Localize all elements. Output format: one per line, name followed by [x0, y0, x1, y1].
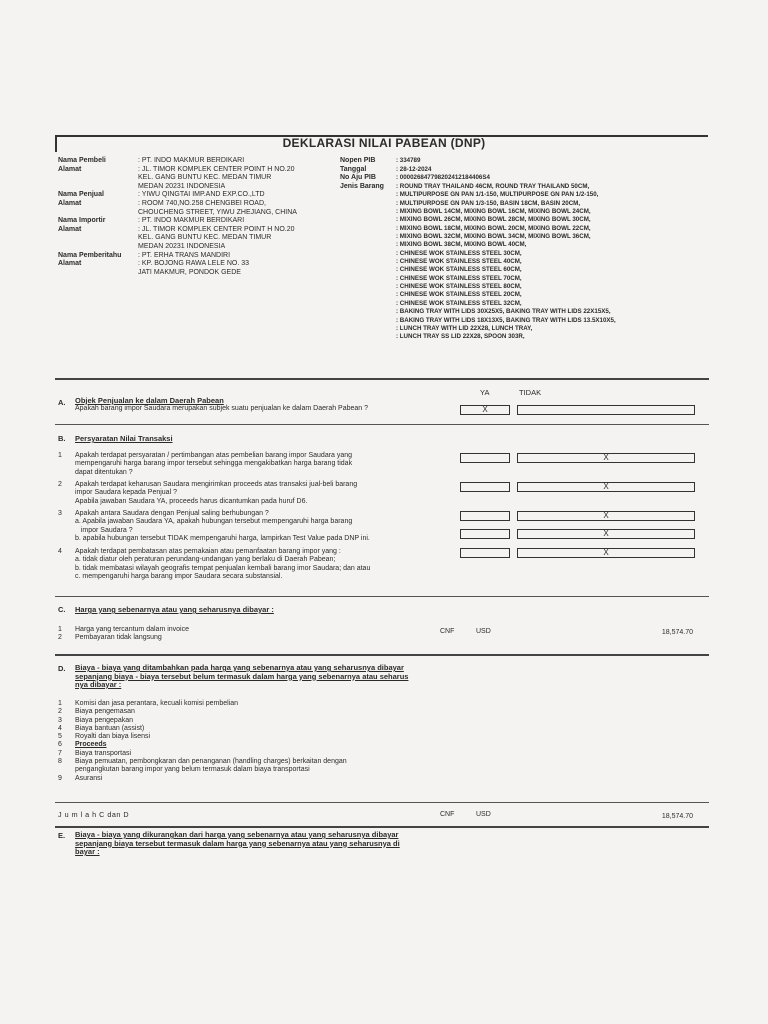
- party-label: [58, 183, 121, 192]
- section-c-amount: 18,574.70: [661, 629, 693, 636]
- b3-ya-checkbox[interactable]: [460, 511, 510, 521]
- parties-values: [138, 157, 297, 277]
- goods-line: : CHINESE WOK STAINLESS STEEL 70CM,: [396, 274, 522, 282]
- section-c-letter: C.: [58, 605, 66, 614]
- item-number: 6: [58, 741, 62, 749]
- item-line: b. apabila hubungan tersebut TIDAK mempengaruhi harga, lampirkan Test Value pada DNP ini.: [75, 534, 370, 542]
- goods-line: : BAKING TRAY WITH LIDS 30X25X5, BAKING TRAY WITH LIDS 22X15X5,: [396, 308, 611, 316]
- section-a-question: Apakah barang impor Saudara merupakan subjek suatu penjualan ke dalam Daerah Pabean ?: [75, 405, 369, 412]
- title-line: bayar :: [75, 847, 100, 856]
- total-currency: USD: [476, 811, 491, 818]
- item-text: Proceeds: [75, 741, 107, 749]
- b1-ya-checkbox[interactable]: [460, 453, 510, 463]
- party-label: Alamat: [58, 165, 82, 173]
- b2-ya-checkbox[interactable]: [460, 482, 510, 492]
- party-value: MEDAN 20231 INDONESIA: [138, 242, 226, 250]
- total-term: CNF: [440, 811, 455, 818]
- item-text: Biaya transportasi: [75, 749, 132, 757]
- item-text: [75, 481, 357, 506]
- party-value: : YIWU QINGTAI IMP.AND EXP.CO.,LTD: [138, 191, 265, 199]
- section-d-item: [58, 750, 347, 758]
- title-line: Biaya - biaya yang ditambahkan pada harga yang sebenarnya atau yang seharusnya dibayar: [75, 663, 404, 672]
- section-d-item: [58, 725, 347, 733]
- item-number: 3: [58, 510, 62, 517]
- section-c-term: CNF: [440, 628, 455, 635]
- party-value: JATI MAKMUR, PONDOK GEDE: [138, 268, 241, 276]
- goods-line: : LUNCH TRAY WITH LID 22X28, LUNCH TRAY,: [396, 324, 533, 332]
- item-number: 2: [58, 481, 62, 488]
- item-text: Biaya pengepakan: [75, 716, 133, 724]
- item-number: 7: [58, 749, 62, 757]
- item-text: [75, 548, 370, 581]
- b4-ya-checkbox[interactable]: [460, 548, 510, 558]
- item-number: 1: [58, 700, 62, 707]
- section-d-item: [58, 741, 347, 749]
- section-d-item: [58, 766, 347, 774]
- total-amount: 18,574.70: [661, 813, 693, 820]
- section-divider: [55, 826, 709, 828]
- nopen-label: Nopen PIB: [340, 157, 376, 164]
- section-e-letter: E.: [58, 831, 66, 840]
- b4-tidak-checkbox[interactable]: X: [517, 548, 695, 558]
- goods-line: : MIXING BOWL 18CM, MIXING BOWL 20CM, MIXING BOWL 22CM,: [396, 224, 591, 232]
- goods-line: : LUNCH TRAY SS LID 22X28, SPOON 303R,: [396, 333, 525, 341]
- item-line: a. Apabila jawaban Saudara YA, apakah hubungan tersebut mempengaruhi harga barang: [75, 518, 353, 526]
- item-line: b. tidak membatasi wilayah geografis tempat penjualan kembali barang imor Saudara; dan atau: [75, 564, 371, 572]
- goods-line: : MIXING BOWL 38CM, MIXING BOWL 40CM,: [396, 241, 527, 249]
- section-c-item: [58, 626, 189, 634]
- section-d-item: [58, 700, 347, 708]
- noaju-label: No Aju PIB: [340, 174, 376, 182]
- goods-line: : CHINESE WOK STAINLESS STEEL 32CM,: [396, 299, 522, 307]
- item-number: 4: [58, 724, 62, 732]
- goods-line: : BAKING TRAY WITH LIDS 18X13X5, BAKING TRAY WITH LIDS 13.5X10X5,: [396, 316, 616, 324]
- section-d-letter: D.: [58, 664, 66, 673]
- item-number: 9: [58, 774, 62, 782]
- item-line: dapat ditentukan ?: [75, 468, 133, 476]
- party-label: Nama Importir: [58, 217, 106, 225]
- tanggal-value: : 28-12-2024: [396, 165, 432, 173]
- party-value: : ROOM 740,NO.258 CHENGBEI ROAD,: [138, 199, 266, 207]
- goods-line: : MIXING BOWL 26CM, MIXING BOWL 28CM, MIXING BOWL 30CM,: [396, 216, 591, 224]
- party-value: CHOUCHENG STREET, YIWU ZHEJIANG, CHINA: [138, 208, 297, 216]
- party-label: [58, 243, 121, 252]
- item-text: Biaya pemuatan, pembongkaran dan penanganan (handling charges) berkaitan dengan: [75, 758, 347, 766]
- item-number: 1: [58, 452, 62, 459]
- goods-line: : MIXING BOWL 32CM, MIXING BOWL 34CM, MIXING BOWL 36CM,: [396, 233, 591, 241]
- goods-line: : CHINESE WOK STAINLESS STEEL 40CM,: [396, 258, 522, 266]
- b3a-ya-checkbox[interactable]: [460, 529, 510, 539]
- party-value: : JL. TIMOR KOMPLEK CENTER POINT H NO.20: [138, 225, 295, 233]
- section-c-items: [58, 626, 189, 643]
- goods-line: : CHINESE WOK STAINLESS STEEL 80CM,: [396, 283, 522, 291]
- item-text: Biaya bantuan (assist): [75, 724, 145, 732]
- item-line: impor Saudara kepada Penjual ?: [75, 489, 177, 497]
- item-number: 8: [58, 758, 62, 766]
- item-line: Apakah terdapat pembatasan atas pemakaian atau pemanfaatan barang impor yang :: [75, 548, 341, 555]
- section-d-item: [58, 717, 347, 725]
- party-label: [58, 269, 121, 278]
- section-d-item: [58, 708, 347, 716]
- party-label: [58, 209, 121, 218]
- noaju-value: : 000026847798202412184406S4: [396, 174, 490, 182]
- section-divider: [55, 424, 709, 425]
- section-divider: [55, 654, 709, 656]
- goods-line: : CHINESE WOK STAINLESS STEEL 30CM,: [396, 249, 522, 257]
- parties-labels: [58, 157, 121, 277]
- section-d-items: [58, 700, 347, 783]
- b3-tidak-checkbox[interactable]: X: [517, 511, 695, 521]
- section-d-title: [75, 664, 408, 690]
- item-text: Harga yang tercantum dalam invoice: [75, 626, 190, 633]
- title-line: sepanjang biaya tersebut termasuk dalam harga yang sebenarnya atau yang seharusnya di: [75, 838, 400, 848]
- item-number: 2: [58, 634, 62, 642]
- title-line: nya dibayar :: [75, 680, 122, 689]
- party-value: : PT. INDO MAKMUR BERDIKARI: [138, 217, 245, 225]
- document-title: DEKLARASI NILAI PABEAN (DNP): [282, 136, 486, 150]
- party-value: MEDAN 20231 INDONESIA: [138, 182, 226, 190]
- item-text: Asuransi: [75, 774, 103, 782]
- item-number: 5: [58, 733, 62, 741]
- section-c-item: [58, 634, 189, 642]
- tanggal-label: Tanggal: [340, 165, 367, 173]
- section-b-title: Persyaratan Nilai Transaksi: [75, 434, 173, 443]
- goods-line: : MIXING BOWL 14CM, MIXING BOWL 16CM, MIXING BOWL 24CM,: [396, 208, 591, 216]
- total-label: J u m l a h C dan D: [58, 810, 130, 819]
- item-line: impor Saudara ?: [75, 526, 133, 534]
- item-line: Apakah antara Saudara dengan Penjual saling berhubungan ?: [75, 510, 269, 517]
- pib-values: [396, 157, 490, 183]
- tidak-header: TIDAK: [519, 388, 542, 397]
- party-value: KEL. GANG BUNTU KEC. MEDAN TIMUR: [138, 174, 272, 182]
- section-d-item: [58, 758, 347, 766]
- b2-tidak-checkbox[interactable]: X: [517, 482, 695, 492]
- pib-labels: [340, 157, 384, 191]
- party-label: Alamat: [58, 260, 82, 268]
- item-text: Pembayaran tidak langsung: [75, 634, 162, 642]
- goods-line: : CHINESE WOK STAINLESS STEEL 60CM,: [396, 266, 522, 274]
- section-b-letter: B.: [58, 434, 66, 443]
- party-value: : KP. BOJONG RAWA LELE NO. 33: [138, 260, 250, 268]
- section-a-letter: A.: [58, 398, 66, 407]
- section-a-title: Objek Penjualan ke dalam Daerah Pabean: [75, 396, 224, 405]
- section-d-item: [58, 775, 347, 783]
- item-line: Apabila jawaban Saudara YA, proceeds harus dicantumkan pada huruf D6.: [75, 497, 308, 505]
- section-d-item: [58, 733, 347, 741]
- party-label: Alamat: [58, 199, 82, 207]
- party-label: [58, 234, 121, 243]
- item-line: Apakah terdapat keharusan Saudara mengirimkan proceeds atas transaksi jual-beli barang: [75, 481, 358, 488]
- party-label: Nama Pembeli: [58, 157, 106, 164]
- item-line: Apakah terdapat persyaratan / pertimbangan atas pembelian barang impor Saudara yang: [75, 452, 353, 459]
- item-line: mempengaruhi harga barang impor tersebut sehingga mengakibatkan harga barang tidak: [75, 460, 353, 468]
- party-label: Nama Penjual: [58, 191, 104, 199]
- goods-line: : CHINESE WOK STAINLESS STEEL 20CM,: [396, 291, 522, 299]
- title-line: sepanjang biaya - biaya tersebut belum termasuk dalam harga yang sebenarnya atau seharus: [75, 671, 409, 681]
- b3a-tidak-checkbox[interactable]: X: [517, 529, 695, 539]
- item-number: 4: [58, 548, 62, 555]
- goods-line: : MULTIPURPOSE GN PAN 1/1-150, MULTIPURPOSE GN PAN 1/2-150,: [396, 191, 599, 199]
- item-text: Royalti dan biaya lisensi: [75, 733, 151, 741]
- b1-tidak-checkbox[interactable]: X: [517, 453, 695, 463]
- item-number: 3: [58, 716, 62, 724]
- party-label: Nama Pemberitahu: [58, 251, 122, 259]
- goods-line: : MULTIPURPOSE GN PAN 1/3-150, BASIN 18CM, BASIN 20CM,: [396, 199, 581, 207]
- section-c-currency: USD: [476, 628, 491, 635]
- section-divider: [55, 378, 709, 380]
- item-number: [58, 766, 75, 774]
- party-value: : PT. INDO MAKMUR BERDIKARI: [138, 157, 245, 164]
- section-a-tidak-checkbox[interactable]: [517, 405, 695, 415]
- party-value: : JL. TIMOR KOMPLEK CENTER POINT H NO.20: [138, 165, 295, 173]
- item-number: 2: [58, 708, 62, 716]
- item-text: [75, 452, 352, 477]
- section-e-title: [75, 831, 400, 857]
- section-divider: [55, 802, 709, 803]
- ya-header: YA: [480, 388, 490, 397]
- section-a-ya-checkbox[interactable]: X: [460, 405, 510, 415]
- nopen-value: : 334789: [396, 157, 421, 164]
- goods-list: [396, 183, 616, 342]
- item-line: c. mempengaruhi harga barang impor Saudara secara substansial.: [75, 572, 283, 580]
- item-text: [75, 510, 370, 543]
- goods-line: : ROUND TRAY THAILAND 46CM, ROUND TRAY THAILAND 50CM,: [396, 183, 590, 190]
- section-divider: [55, 596, 709, 597]
- item-text: pengangkutan barang impor yang belum termasuk dalam biaya transportasi: [75, 766, 310, 774]
- party-label: Alamat: [58, 225, 82, 233]
- jenis-label: Jenis Barang: [340, 182, 384, 190]
- item-text: Biaya pengemasan: [75, 708, 135, 716]
- party-value: : PT. ERHA TRANS MANDIRI: [138, 251, 231, 259]
- item-number: 1: [58, 626, 62, 633]
- section-c-title: Harga yang sebenarnya atau yang seharusnya dibayar :: [75, 605, 274, 614]
- title-line: Biaya - biaya yang dikurangkan dari harga yang sebenarnya atau yang seharusnya dibayar: [75, 830, 399, 839]
- party-label: [58, 174, 121, 183]
- party-value: KEL. GANG BUNTU KEC. MEDAN TIMUR: [138, 234, 272, 242]
- item-text: Komisi dan jasa perantara, kecuali komisi pembelian: [75, 700, 239, 707]
- item-line: a. tidak diatur oleh peraturan perundang-undangan yang berlaku di Daerah Pabean;: [75, 556, 336, 564]
